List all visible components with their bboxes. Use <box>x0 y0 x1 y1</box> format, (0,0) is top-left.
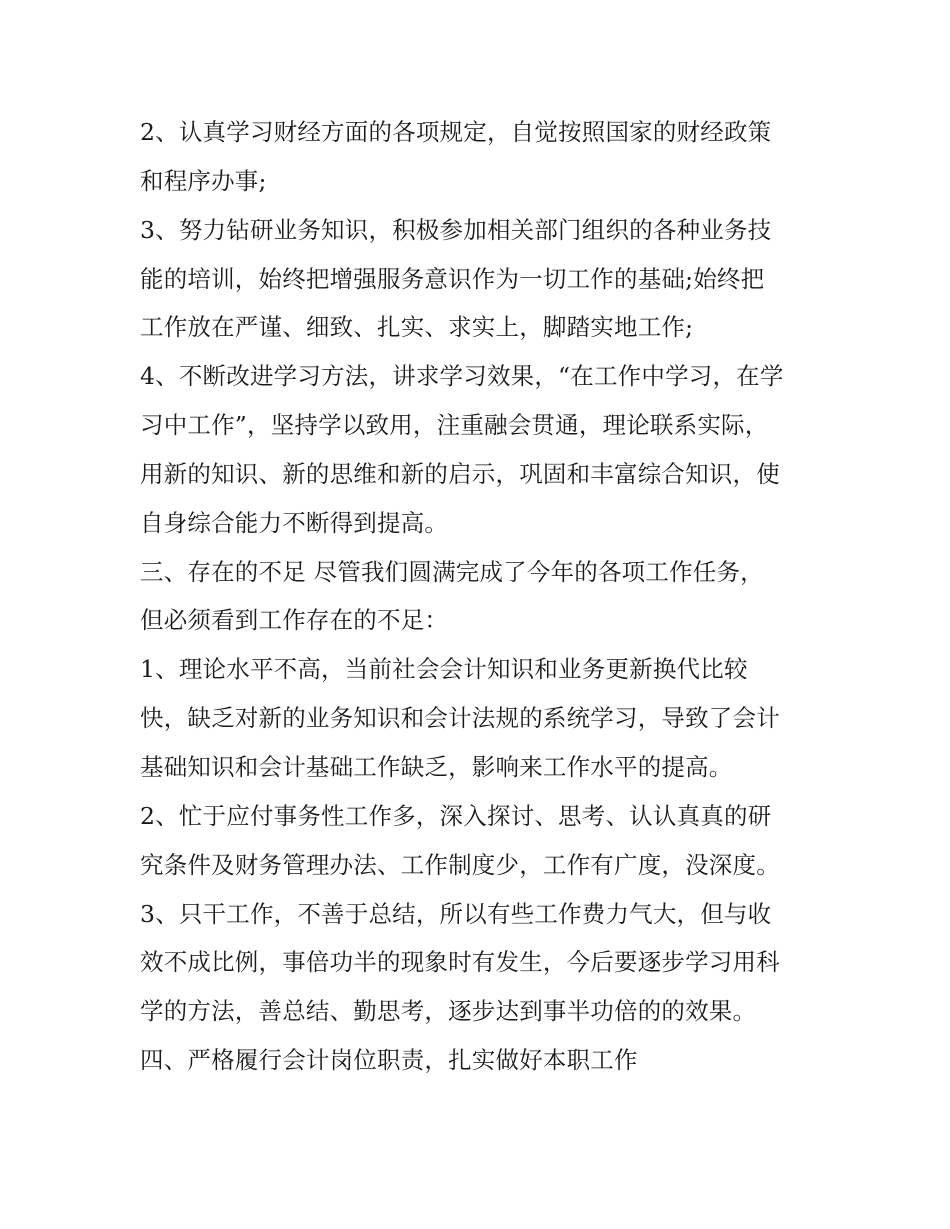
text-line-5: 工作放在严谨、细致、扎实、求实上，脚踏实地工作; <box>140 313 694 342</box>
text-line-9: 自身综合能力不断得到提高。 <box>140 508 449 537</box>
text-line-4: 能的培训，始终把增强服务意识作为一切工作的基础;始终把 <box>140 264 765 293</box>
document-body <box>140 108 820 1085</box>
text-line-14: 基础知识和会计基础工作缺乏，影响来工作水平的提高。 <box>140 752 733 781</box>
text-line-6: 4、不断改进学习方法，讲求学习效果，“在工作中学习，在学 <box>140 362 784 391</box>
text-line-17: 3、只干工作，不善于总结，所以有些工作费力气大，但与收 <box>140 899 772 928</box>
text-line-20: 四、严格履行会计岗位职责，扎实做好本职工作 <box>140 1046 638 1075</box>
text-line-18: 效不成比例，事倍功半的现象时有发生，今后要逐步学习用科 <box>140 948 780 977</box>
text-line-19: 学的方法，善总结、勤思考，逐步达到事半功倍的的效果。 <box>140 997 757 1026</box>
text-line-2: 和程序办事; <box>140 166 267 195</box>
text-line-16: 究条件及财务管理办法、工作制度少，工作有广度，没深度。 <box>140 850 780 879</box>
text-line-12: 1、理论水平不高，当前社会会计知识和业务更新换代比较 <box>140 655 748 684</box>
text-line-8: 用新的知识、新的思维和新的启示，巩固和丰富综合知识，使 <box>140 459 780 488</box>
text-line-13: 快，缺乏对新的业务知识和会计法规的系统学习，导致了会计 <box>140 704 780 733</box>
text-line-11: 但必须看到工作存在的不足： <box>140 606 449 635</box>
text-line-3: 3、努力钻研业务知识，积极参加相关部门组织的各种业务技 <box>140 215 772 244</box>
text-line-1: 2、认真学习财经方面的各项规定，自觉按照国家的财经政策 <box>140 118 772 146</box>
text-line-10: 三、存在的不足 尽管我们圆满完成了今年的各项工作任务， <box>140 557 764 586</box>
text-line-7: 习中工作”，坚持学以致用，注重融会贯通，理论联系实际， <box>140 411 769 440</box>
text-line-15: 2、忙于应付事务性工作多，深入探讨、思考、认认真真的研 <box>140 801 772 830</box>
